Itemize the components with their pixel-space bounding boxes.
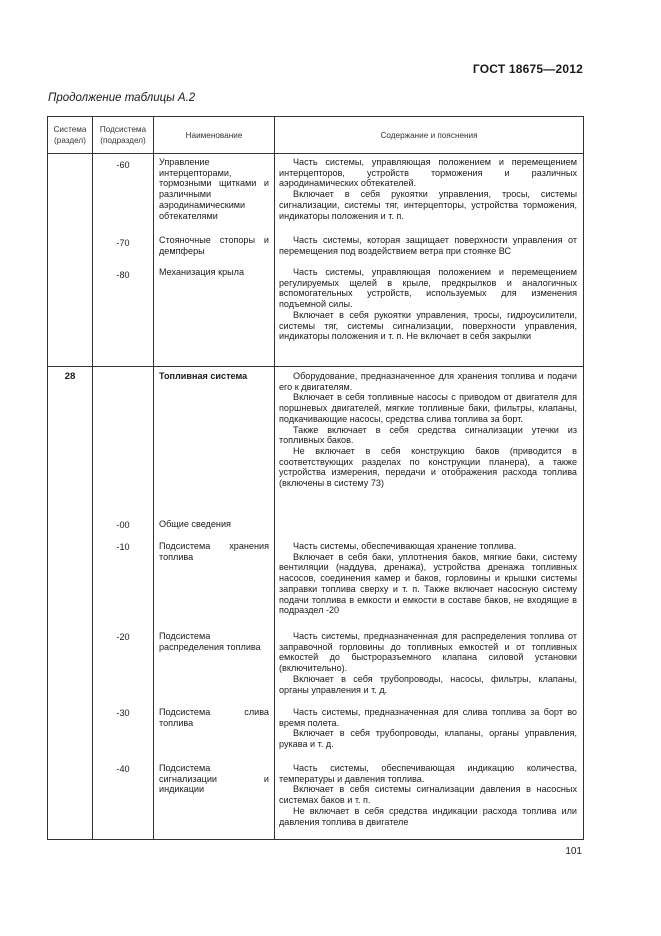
- document-standard-header: ГОСТ 18675—2012: [472, 62, 583, 76]
- header-system: Система (раздел): [53, 125, 87, 145]
- subsystem-code: -60: [116, 160, 130, 170]
- content-paragraph: Включает в себя топливные насосы с приводом от двигателя для поршневых двигателей, мягкие топливные баки, фильтры, клапаны, подкачивающие насосы, средства слива топлива за борт.: [279, 392, 577, 424]
- column-divider: [274, 117, 275, 839]
- content-paragraph: Включает в себя трубопроводы, клапаны, органы управления, рукава и т. д.: [279, 728, 577, 750]
- row-content: [279, 541, 577, 616]
- row-name: Подсистема слива топлива: [159, 707, 269, 728]
- subsystem-code: -30: [116, 708, 130, 718]
- content-paragraph: Часть системы, обеспечивающая хранение топлива.: [293, 541, 517, 551]
- content-paragraph: Часть системы, которая защищает поверхности управления от перемещения под воздействием ветра при стоянке ВС: [279, 235, 577, 256]
- section-divider: [48, 366, 583, 367]
- content-paragraph: Оборудование, предназначенное для хранения топлива и подачи его к двигателям.: [279, 371, 577, 392]
- row-name: Подсистема распределения топлива: [159, 631, 261, 652]
- subsystem-code: -70: [116, 238, 130, 248]
- content-paragraph: Не включает в себя конструкцию баков (приводится в соответствующих разделах по конструкции планера), а также устройства измерения, передачи и отображения расхода топлива (включены в систему 73): [279, 445, 577, 489]
- content-paragraph: Часть системы, управляющая положением и перемещением регулируемых щелей в крыле, предкрылков и аналогичных вспомогательных устройств, используемых для изменения подъемной силы.: [279, 267, 577, 310]
- row-content: [279, 235, 577, 256]
- subsystem-code: -20: [116, 632, 130, 642]
- content-paragraph: Также включает в себя средства сигнализации утечки из топливных баков.: [279, 424, 577, 446]
- column-divider: [92, 117, 93, 839]
- system-number: 28: [64, 371, 76, 382]
- header-name: Наименование: [185, 130, 243, 140]
- row-name: Общие сведения: [159, 519, 231, 529]
- content-paragraph: Включает в себя рукоятки управления, тросы, системы сигнализации, системы тяг, интерцепторы, устройства торможения, индикаторы положения и т. п.: [279, 189, 577, 221]
- header-divider: [48, 153, 583, 154]
- row-content: [279, 267, 577, 342]
- table-caption: Продолжение таблицы А.2: [48, 92, 196, 104]
- row-content: [279, 157, 577, 221]
- subsystem-code: -40: [116, 764, 130, 774]
- row-content: [279, 631, 577, 695]
- header-content: Содержание и пояснения: [380, 130, 478, 140]
- content-paragraph: Часть системы, управляющая положением и перемещением интерцепторов, устройств торможения и различных аэродинамических обтекателей.: [279, 157, 577, 189]
- content-paragraph: Включает в себя системы сигнализации давления в насосных системах баков и т. п.: [279, 784, 577, 806]
- row-name: Управление интерцепторами, тормозными щитками и различными аэродинамическими обтекателями: [159, 157, 269, 221]
- row-name: Механизация крыла: [159, 267, 245, 277]
- header-subsystem: Подсистема (подраздел): [99, 125, 147, 145]
- content-paragraph: Включает в себя трубопроводы, насосы, фильтры, клапаны, органы управления и т. д.: [279, 673, 577, 695]
- content-paragraph: Включает в себя рукоятки управления, тросы, гидроусилители, системы тяг, системы сигнализации, поверхности управления, индикаторы положения и т. п. Не включает в себя закрылки: [279, 309, 577, 342]
- classification-table: [47, 116, 584, 840]
- row-name: Подсистема хранения топлива: [159, 541, 269, 562]
- row-content: [279, 371, 577, 489]
- subsystem-code: -80: [116, 270, 130, 280]
- row-name: Подсистема сигнализации и индикации: [159, 763, 269, 795]
- content-paragraph: Не включает в себя средства индикации расхода топлива или давления топлива в двигателе: [279, 805, 577, 827]
- column-divider: [153, 117, 154, 839]
- content-paragraph: Включает в себя баки, уплотнения баков, мягкие баки, систему вентиляции (наддува, дренажа), устройства дренажа топливных насосов, соединения камер и баков, горловины и крышки системы заправки топлива сверху и т. п. Также включает насосную систему подачи топлива в емкости и емкости в составе баков, не входящие в подраздел -20: [279, 551, 577, 616]
- row-content: [279, 707, 577, 750]
- content-paragraph: Часть системы, предназначенная для слива топлива за борт во время полета.: [279, 707, 577, 728]
- row-content: [279, 763, 577, 827]
- subsystem-code: -00: [116, 520, 130, 530]
- system-name: Топливная система: [159, 371, 248, 381]
- content-paragraph: Часть системы, предназначенная для распределения топлива от заправочной горловины до топливных емкостей и от топливных емкостей до быстроразъемного клапана силовой установки (включительно).: [279, 631, 577, 674]
- content-paragraph: Часть системы, обеспечивающая индикацию количества, температуры и давления топлива.: [279, 763, 577, 784]
- page-number: 101: [565, 846, 582, 857]
- subsystem-code: -10: [116, 542, 130, 552]
- row-name: Стояночные стопоры и демпферы: [159, 235, 269, 256]
